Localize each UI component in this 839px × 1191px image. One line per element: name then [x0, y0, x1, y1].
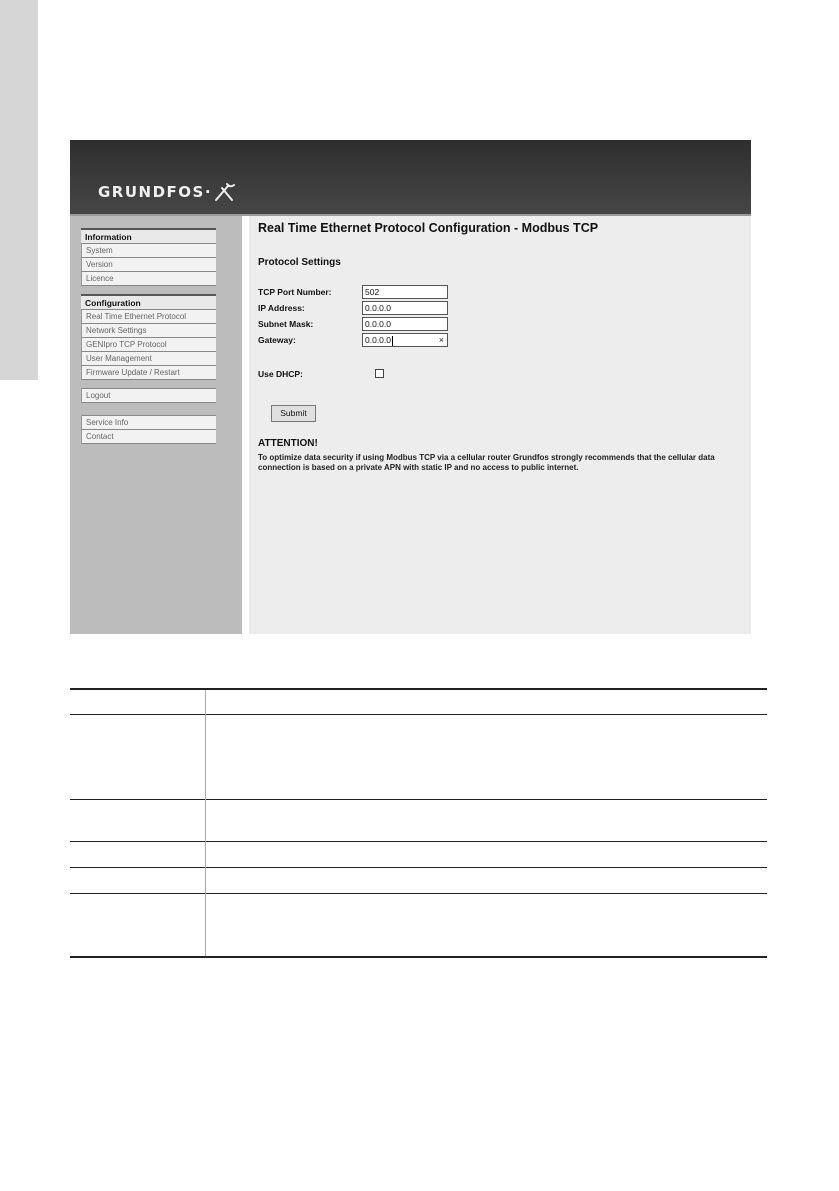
menu-group-information	[81, 228, 216, 286]
table-rule	[70, 867, 767, 868]
section-title: Protocol Settings	[258, 257, 341, 268]
table-rule	[70, 841, 767, 842]
logo-text: GRUNDFOS	[98, 183, 205, 201]
header-banner	[70, 140, 751, 216]
page-side-tab	[0, 0, 38, 380]
sidebar-item-version[interactable]: Version	[81, 258, 216, 272]
attention-title: ATTENTION!	[258, 438, 318, 449]
menu-group-configuration	[81, 294, 216, 380]
page-title: Real Time Ethernet Protocol Configuration - Modbus TCP	[258, 221, 599, 235]
attention-text: To optimize data security if using Modbus TCP via a cellular router Grundfos strongly recommends that the cellular data connection is based on a private APN with static IP and no access to public internet.	[258, 453, 715, 472]
ip-address-input[interactable]: 0.0.0.0	[362, 301, 448, 315]
text-caret	[392, 336, 393, 346]
sidebar-item-system[interactable]: System	[81, 244, 216, 258]
subnet-mask-label: Subnet Mask:	[258, 319, 314, 329]
grundfos-logo	[98, 182, 236, 202]
sidebar-item-genipro-tcp-protocol[interactable]: GENIpro TCP Protocol	[81, 338, 216, 352]
table-rule	[70, 799, 767, 800]
sidebar-item-real-time-ethernet-protocol[interactable]: Real Time Ethernet Protocol	[81, 310, 216, 324]
table-rule	[70, 714, 767, 715]
main-content	[249, 216, 751, 634]
table-column-divider	[205, 690, 206, 956]
tcp-port-label: TCP Port Number:	[258, 287, 332, 297]
sidebar-item-user-management[interactable]: User Management	[81, 352, 216, 366]
grundfos-x-icon	[214, 182, 236, 202]
gateway-label: Gateway:	[258, 335, 296, 345]
table-bottom-rule	[70, 956, 767, 958]
submit-button[interactable]: Submit	[271, 405, 316, 422]
sidebar	[70, 216, 242, 634]
ip-address-label: IP Address:	[258, 303, 305, 313]
menu-heading-information: Information	[81, 228, 216, 244]
dhcp-checkbox[interactable]	[375, 369, 384, 378]
sidebar-item-licence[interactable]: Licence	[81, 272, 216, 286]
sidebar-item-network-settings[interactable]: Network Settings	[81, 324, 216, 338]
tcp-port-input[interactable]: 502	[362, 285, 448, 299]
sidebar-item-logout[interactable]: Logout	[81, 388, 216, 403]
sidebar-item-contact[interactable]: Contact	[81, 430, 216, 444]
web-ui-screenshot	[70, 140, 751, 634]
menu-group-logout	[81, 388, 216, 403]
gateway-value: 0.0.0.0	[365, 335, 391, 345]
sidebar-item-firmware-update-restart[interactable]: Firmware Update / Restart	[81, 366, 216, 380]
menu-heading-configuration: Configuration	[81, 294, 216, 310]
menu-group-support	[81, 415, 216, 444]
subnet-mask-input[interactable]: 0.0.0.0	[362, 317, 448, 331]
panel-divider	[242, 216, 249, 634]
gateway-input[interactable]	[362, 333, 448, 347]
sidebar-item-service-info[interactable]: Service Info	[81, 415, 216, 430]
dhcp-label: Use DHCP:	[258, 369, 303, 379]
clear-input-icon[interactable]: ×	[438, 335, 444, 345]
table-top-rule	[70, 688, 767, 690]
logo-dot: ·	[204, 183, 213, 201]
table-rule	[70, 893, 767, 894]
